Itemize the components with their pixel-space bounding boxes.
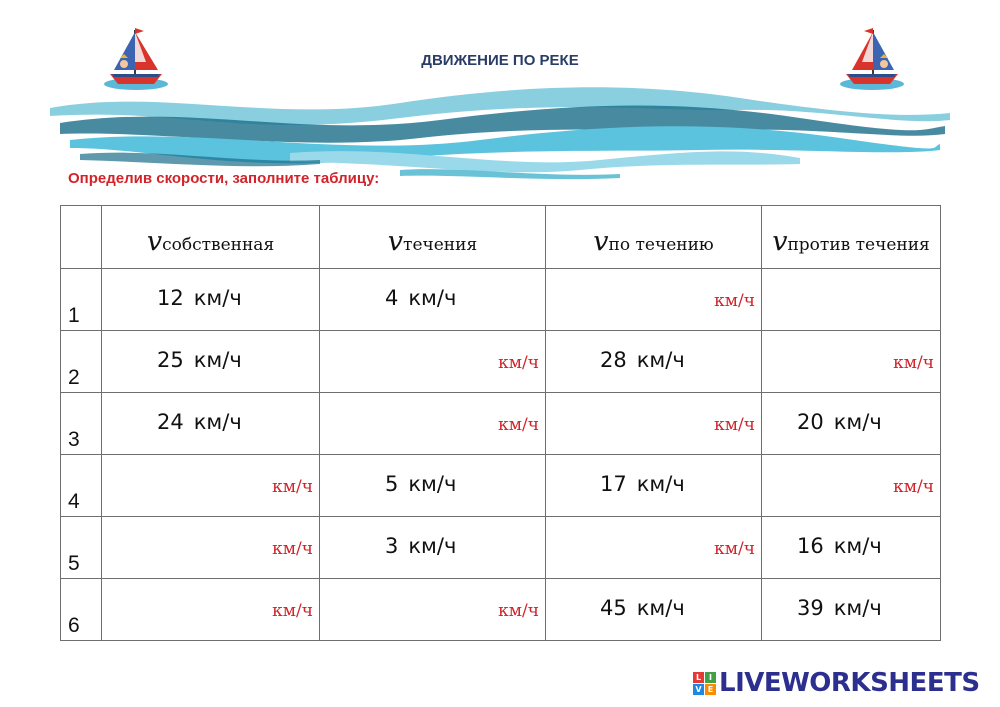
speed-number: 17 [600,472,627,496]
speed-number: 28 [600,348,627,372]
speed-value [157,348,242,372]
speed-value [600,472,685,496]
speed-value [385,472,456,496]
speed-unit: км/ч [833,596,882,620]
given-value-cell [102,269,320,331]
speed-number: 3 [385,534,399,558]
column-subscript: по течению [608,234,714,255]
column-symbol: v [387,225,404,257]
brand-name: LIVEWORKSHEETS [719,668,980,698]
given-value-cell [762,517,941,579]
column-subscript: течения [403,234,478,255]
given-value-cell [762,579,941,641]
speed-value [157,286,242,310]
answer-input-cell[interactable] [320,579,546,641]
row-number: 4 [68,490,80,513]
speed-value [385,286,456,310]
speed-value [157,410,242,434]
speed-number: 45 [600,596,627,620]
answer-input-cell[interactable] [320,393,546,455]
table-row [61,455,941,517]
liveworksheets-logo-icon [693,672,716,695]
speed-unit: км/ч [408,534,457,558]
row-number: 5 [68,552,80,575]
speed-value [600,596,685,620]
answer-input-cell[interactable] [546,269,762,331]
speed-unit: км/ч [408,286,457,310]
given-value-cell [546,579,762,641]
logo-letter: L [693,672,704,683]
answer-unit-label: км/ч [498,601,539,621]
speed-number: 25 [157,348,184,372]
table-row [61,269,941,331]
given-value-cell [102,331,320,393]
answer-input-cell[interactable] [102,579,320,641]
answer-unit-label: км/ч [893,353,934,373]
row-number-cell [61,393,102,455]
answer-input-cell[interactable] [102,455,320,517]
row-number: 6 [68,614,80,637]
answer-unit-label: км/ч [498,353,539,373]
row-number: 2 [68,366,80,389]
speed-number: 16 [797,534,824,558]
speed-unit: км/ч [833,410,882,434]
answer-input-cell[interactable] [546,517,762,579]
liveworksheets-logo [693,667,980,699]
row-number: 1 [68,304,80,327]
answer-unit-label: км/ч [272,477,313,497]
table-row [61,393,941,455]
given-value-cell [320,455,546,517]
row-number-cell [61,455,102,517]
speed-unit: км/ч [408,472,457,496]
header-own-speed [102,206,320,269]
table-row [61,579,941,641]
speed-unit: км/ч [193,348,242,372]
column-subscript: собственная [162,234,275,255]
column-symbol: v [146,225,163,257]
answer-input-cell[interactable] [320,331,546,393]
given-value-cell [546,331,762,393]
answer-unit-label: км/ч [272,601,313,621]
row-number-cell [61,579,102,641]
header-current-speed [320,206,546,269]
answer-unit-label: км/ч [714,291,755,311]
table-row [61,331,941,393]
logo-letter: E [705,684,716,695]
speed-unit: км/ч [636,348,685,372]
answer-input-cell[interactable] [762,331,941,393]
answer-unit-label: км/ч [272,539,313,559]
header-upstream-speed [762,206,941,269]
answer-input-cell[interactable] [102,517,320,579]
speed-unit: км/ч [193,286,242,310]
speed-table [60,205,941,641]
speed-unit: км/ч [636,472,685,496]
given-value-cell [102,393,320,455]
page-title: ДВИЖЕНИЕ ПО РЕКЕ [421,52,579,69]
answer-unit-label: км/ч [714,415,755,435]
speed-number: 5 [385,472,399,496]
logo-letter: V [693,684,704,695]
answer-input-cell[interactable] [546,393,762,455]
header-downstream-speed [546,206,762,269]
speed-unit: км/ч [833,534,882,558]
speed-number: 24 [157,410,184,434]
speed-unit: км/ч [636,596,685,620]
table-header-row [61,206,941,269]
answer-unit-label: км/ч [498,415,539,435]
answer-unit-label: км/ч [893,477,934,497]
speed-value [797,596,882,620]
instruction-text: Определив скорости, заполните таблицу: [68,170,380,187]
speed-number: 39 [797,596,824,620]
speed-value [797,410,882,434]
speed-value [797,534,882,558]
answer-input-cell[interactable] [762,455,941,517]
speed-number: 4 [385,286,399,310]
row-number: 3 [68,428,80,451]
given-value-cell [762,393,941,455]
answer-input-cell[interactable] [762,269,941,331]
header-corner-cell [61,206,102,269]
table-row [61,517,941,579]
speed-number: 20 [797,410,824,434]
speed-number: 12 [157,286,184,310]
speed-unit: км/ч [193,410,242,434]
given-value-cell [320,269,546,331]
answer-unit-label: км/ч [714,539,755,559]
row-number-cell [61,269,102,331]
logo-letter: I [705,672,716,683]
given-value-cell [546,455,762,517]
column-symbol: v [593,225,609,257]
given-value-cell [320,517,546,579]
column-subscript: против течения [787,234,930,255]
column-symbol: v [772,225,788,257]
row-number-cell [61,331,102,393]
row-number-cell [61,517,102,579]
speed-value [385,534,456,558]
speed-value [600,348,685,372]
